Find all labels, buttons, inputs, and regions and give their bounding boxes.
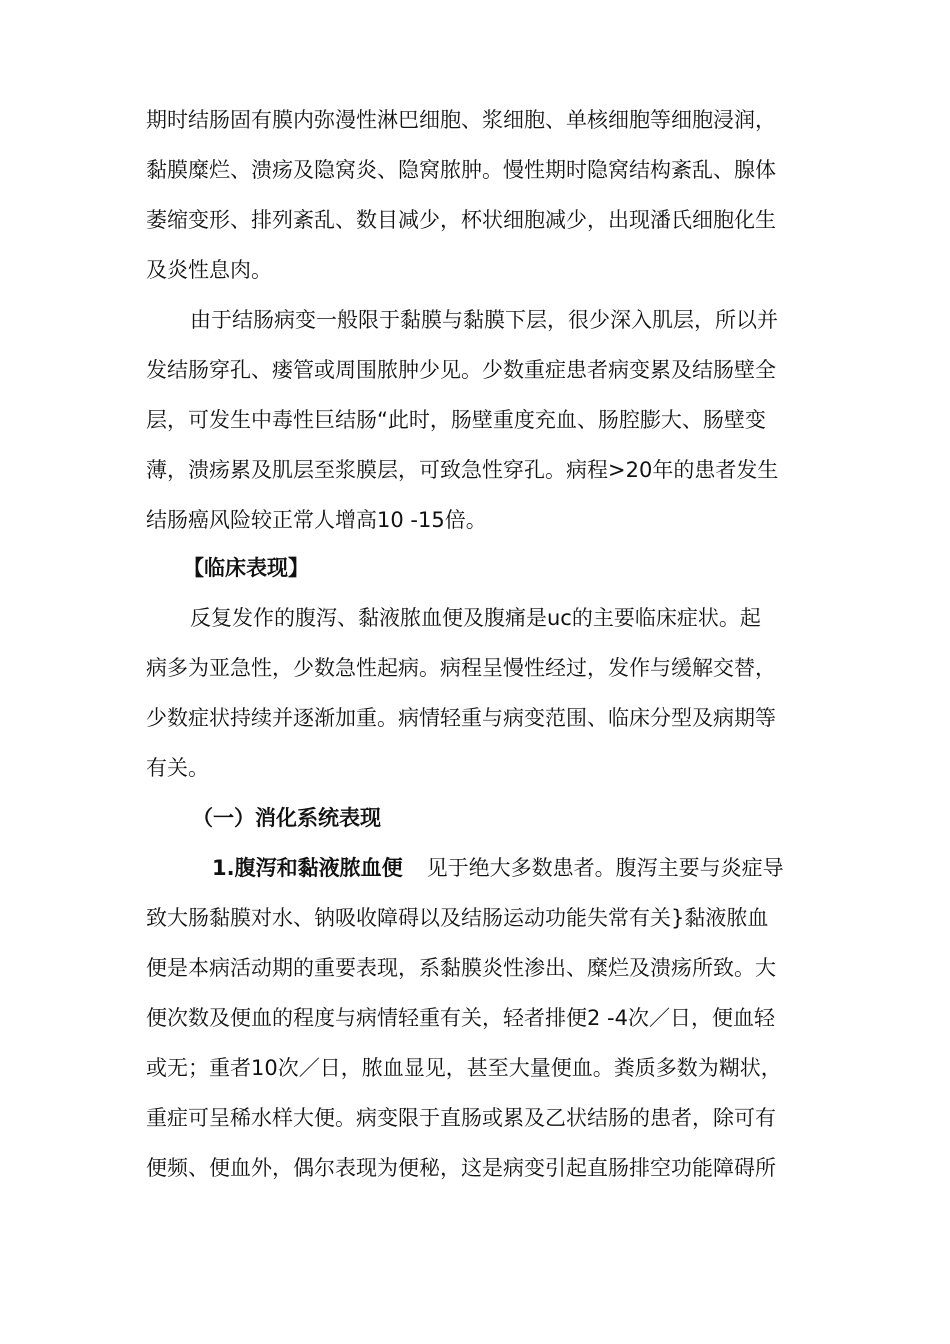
paragraph-2-line-5: 结肠癌风险较正常人增高10 -15倍。 [146, 508, 487, 532]
paragraph-1-line-4: 及炎性息肉。 [146, 258, 272, 282]
item-1-first-line-text: 见于绝大多数患者。腹泻主要与炎症导 [426, 856, 784, 880]
paragraph-2-line-4: 薄，溃疡累及肌层至浆膜层，可致急性穿孔。病程>20年的患者发生 [146, 458, 779, 482]
item-1-line-2: 致大肠黏膜对水、钠吸收障碍以及结肠运动功能失常有关}黏液脓血 [146, 906, 769, 930]
item-1-first-line [212, 853, 784, 883]
paragraph-3-line-2: 病多为亚急性，少数急性起病。病程呈慢性经过，发作与缓解交替， [146, 656, 776, 680]
item-1-line-7: 便频、便血外，偶尔表现为便秘，这是病变引起直肠排空功能障碍所 [146, 1156, 776, 1180]
paragraph-3-line-4: 有关。 [146, 756, 209, 780]
item-1-line-3: 便是本病活动期的重要表现，系黏膜炎性渗出、糜烂及溃疡所致。大 [146, 956, 776, 980]
paragraph-1-line-1: 期时结肠固有膜内弥漫性淋巴细胞、浆细胞、单核细胞等细胞浸润， [146, 108, 776, 132]
item-1-title: 1.腹泻和黏液脓血便 [212, 856, 403, 880]
section-heading: 【临床表现】 [183, 556, 309, 580]
item-1-line-6: 重症可呈稀水样大便。病变限于直肠或累及乙状结肠的患者，除可有 [146, 1106, 776, 1130]
item-1-line-4: 便次数及便血的程度与病情轻重有关，轻者排便2 -4次／日，便血轻 [146, 1006, 775, 1030]
paragraph-2-line-2: 发结肠穿孔、瘘管或周围脓肿少见。少数重症患者病变累及结肠壁全 [146, 358, 776, 382]
paragraph-3-line-1: 反复发作的腹泻、黏液脓血便及腹痛是uc的主要临床症状。起 [190, 606, 761, 630]
item-1-line-5: 或无；重者10次／日，脓血显见，甚至大量便血。粪质多数为糊状， [146, 1056, 782, 1080]
paragraph-2-line-1: 由于结肠病变一般限于黏膜与黏膜下层，很少深入肌层，所以并 [190, 308, 778, 332]
sub-heading: （一）消化系统表现 [192, 806, 381, 830]
paragraph-2-line-3: 层，可发生中毒性巨结肠“此时，肠壁重度充血、肠腔膨大、肠壁变 [146, 408, 766, 432]
paragraph-3-line-3: 少数症状持续并逐渐加重。病情轻重与病变范围、临床分型及病期等 [146, 706, 776, 730]
paragraph-1-line-2: 黏膜糜烂、溃疡及隐窝炎、隐窝脓肿。慢性期时隐窝结构紊乱、腺体 [146, 158, 776, 182]
paragraph-1-line-3: 萎缩变形、排列紊乱、数目减少，杯状细胞减少，出现潘氏细胞化生 [146, 208, 776, 232]
